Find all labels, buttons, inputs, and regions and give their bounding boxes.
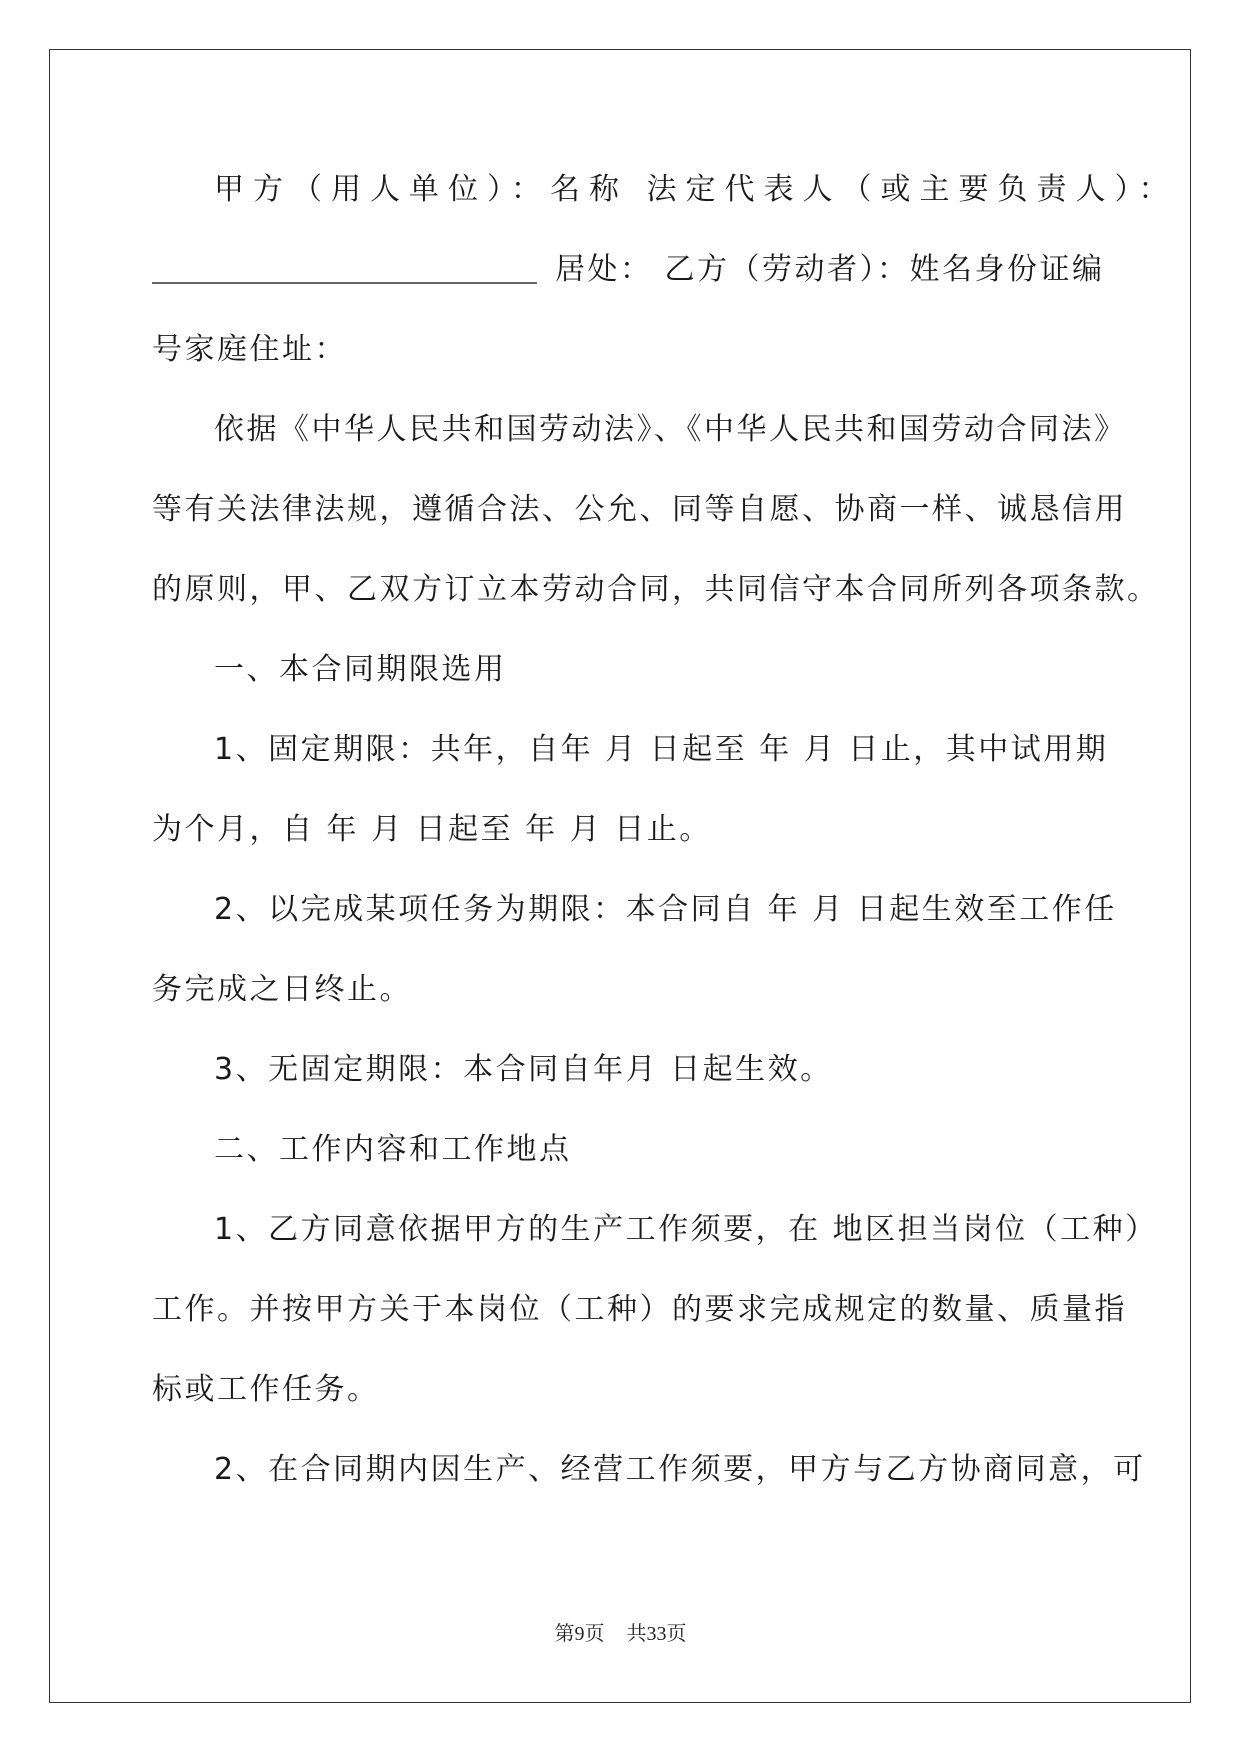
- clause-line: 务完成之日终止。: [152, 972, 412, 1007]
- clause-line: 工作。并按甲方关于本岗位（工种）的要求完成规定的数量、质量指: [152, 1292, 1127, 1327]
- paragraph-line: 的原则，甲、乙双方订立本劳动合同，共同信守本合同所列各项条款。: [152, 572, 1160, 607]
- clause-line: 1、固定期限：共年，自年 月 日起至 年 月 日止，其中试用期: [214, 732, 1109, 767]
- fill-blank: [152, 282, 537, 284]
- clause-line: 3、无固定期限：本合同自年月 日起生效。: [214, 1052, 833, 1087]
- clause-line: 标或工作任务。: [152, 1372, 380, 1407]
- page-number: 第9页: [554, 1623, 605, 1645]
- party-a-line: 甲方（用人单位）：名称 法定代表人（或主要负责人）：: [214, 172, 1178, 207]
- paragraph-line: 等有关法律法规，遵循合法、公允、同等自愿、协商一样、诚恳信用: [152, 492, 1127, 527]
- document-body: [152, 150, 1178, 1510]
- page-total: 共33页: [626, 1623, 687, 1645]
- section-heading: 一、本合同期限选用: [214, 652, 507, 687]
- home-address-line: 号家庭住址：: [152, 332, 347, 367]
- section-heading: 二、工作内容和工作地点: [214, 1132, 572, 1167]
- clause-line: 2、在合同期内因生产、经营工作须要，甲方与乙方协商同意，可: [214, 1452, 1146, 1487]
- clause-line: 2、以完成某项任务为期限：本合同自 年 月 日起生效至工作任: [214, 892, 1117, 927]
- page-footer: [0, 1617, 1241, 1646]
- clause-line: 1、乙方同意依据甲方的生产工作须要，在 地区担当岗位（工种）: [214, 1212, 1158, 1247]
- address-text: 居处： 乙方（劳动者）：姓名身份证编: [555, 252, 1105, 287]
- paragraph-line: 依据《中华人民共和国劳动法》、《中华人民共和国劳动合同法》: [214, 412, 1127, 447]
- address-line: [152, 230, 1105, 310]
- clause-line: 为个月，自 年 月 日起至 年 月 日止。: [152, 812, 712, 847]
